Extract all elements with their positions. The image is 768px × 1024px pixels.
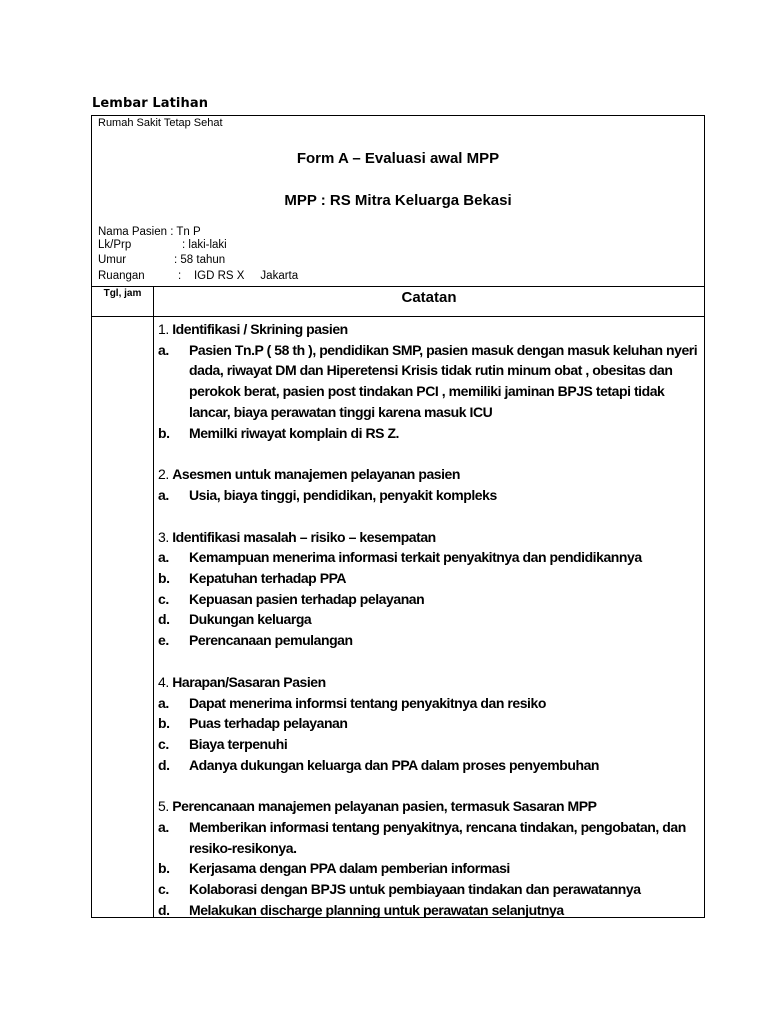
patient-age-value: : 58 tahun: [174, 254, 226, 266]
section-gap: [158, 506, 698, 527]
list-item-marker: a.: [158, 694, 169, 711]
notes-column-header: Catatan: [401, 289, 457, 306]
hospital-name: Rumah Sakit Tetap Sehat: [98, 117, 223, 129]
section-number: 4.: [158, 673, 173, 690]
section-title: Identifikasi / Skrining pasien: [172, 321, 348, 337]
list-item-marker: d.: [158, 611, 170, 628]
list-item-text: Memberikan informasi tentang penyakitnya, rencana tindakan, pengobatan, dan resiko-resikonya.: [189, 819, 686, 856]
section-number: 3.: [158, 528, 173, 545]
section-gap: [158, 651, 698, 672]
list-item-marker: c.: [158, 881, 169, 898]
patient-sex-row: [98, 239, 227, 252]
patient-age-row: [98, 254, 225, 267]
list-item-marker: c.: [158, 590, 169, 607]
list-item-marker: a.: [158, 549, 169, 566]
list-item-text: Pasien Tn.P ( 58 th ), pendidikan SMP, pasien masuk dengan masuk keluhan nyeri dada, riwayat DM dan Hiperetensi Krisis tidak rutin minum obat , obesitas dan perokok berat, pasien post tindakan PCI , memiliki jaminan BPJS tetapi tidak lancar, biaya perawatan tinggi karena masuk ICU: [189, 341, 698, 420]
list-item-marker: b.: [158, 860, 170, 877]
list-item-marker: d.: [158, 756, 170, 773]
section-title: Identifikasi masalah – risiko – kesempatan: [172, 528, 436, 545]
list-item-text: Biaya terpenuhi: [189, 735, 288, 752]
list-item-marker: b.: [158, 715, 170, 732]
column-divider: [153, 287, 154, 917]
list-item-text: Kepuasan pasien terhadap pelayanan: [189, 590, 425, 607]
evaluation-form: [91, 115, 705, 918]
list-item-marker: a.: [158, 819, 169, 836]
list-item: [158, 568, 698, 589]
section-heading: [158, 672, 698, 693]
list-item-text: Melakukan discharge planning untuk perawatan selanjutnya: [189, 901, 564, 918]
list-item: [158, 858, 698, 879]
patient-age-label: Umur: [98, 254, 127, 266]
list-item-marker: a.: [158, 341, 169, 358]
patient-sex-value: : laki-laki: [182, 239, 227, 251]
patient-sex-label: Lk/Prp: [98, 239, 132, 251]
patient-room-label: Ruangan: [98, 270, 145, 282]
form-header: [92, 116, 704, 287]
list-item-text: Kemampuan menerima informasi terkait penyakitnya dan pendidikannya: [189, 549, 642, 566]
form-subtitle: MPP : RS Mitra Keluarga Bekasi: [284, 192, 512, 209]
section-title: Asesmen untuk manajemen pelayanan pasien: [172, 466, 460, 483]
section-heading: [158, 796, 698, 817]
section-heading: [158, 319, 698, 340]
list-item: [158, 630, 698, 651]
section-title: Perencanaan manajemen pelayanan pasien, termasuk Sasaran MPP: [172, 798, 597, 815]
list-item: [158, 879, 698, 900]
list-item-text: Memilki riwayat komplain di RS Z.: [189, 424, 399, 441]
list-item: [158, 340, 698, 423]
list-item: [158, 485, 698, 506]
list-item-text: Dukungan keluarga: [189, 611, 312, 628]
list-item-text: Dapat menerima informsi tentang penyakitnya dan resiko: [189, 694, 546, 711]
section-number: 5.: [158, 798, 173, 815]
section-gap: [158, 443, 698, 464]
notes-body: [158, 319, 698, 921]
list-item-text: Usia, biaya tinggi, pendidikan, penyakit kompleks: [189, 486, 497, 503]
list-item-marker: a.: [158, 486, 169, 503]
patient-room-value: : IGD RS X Jakarta: [178, 270, 299, 282]
page-title: Lembar Latihan: [92, 96, 209, 111]
list-item-text: Kerjasama dengan PPA dalam pemberian informasi: [189, 860, 510, 877]
section-heading: [158, 464, 698, 485]
list-item-marker: d.: [158, 901, 170, 918]
section-heading: [158, 527, 698, 548]
list-item-marker: b.: [158, 570, 170, 587]
header-divider: [92, 286, 704, 287]
patient-room-row: [98, 270, 298, 283]
list-item-marker: c.: [158, 735, 169, 752]
date-column-header: Tgl, jam: [103, 288, 142, 299]
list-item: [158, 423, 698, 444]
list-item-text: Perencanaan pemulangan: [189, 632, 353, 649]
list-item: [158, 713, 698, 734]
form-title: Form A – Evaluasi awal MPP: [296, 150, 500, 167]
list-item-marker: b.: [158, 424, 170, 441]
column-header-divider: [92, 316, 704, 317]
list-item-marker: e.: [158, 632, 169, 649]
list-item: [158, 900, 698, 921]
list-item: [158, 589, 698, 610]
list-item: [158, 547, 698, 568]
list-item: [158, 734, 698, 755]
section-gap: [158, 775, 698, 796]
list-item-text: Puas terhadap pelayanan: [189, 715, 348, 732]
list-item: [158, 755, 698, 776]
section-number: 1.: [158, 321, 173, 337]
list-item: [158, 693, 698, 714]
list-item: [158, 609, 698, 630]
section-number: 2.: [158, 466, 173, 483]
section-title: Harapan/Sasaran Pasien: [172, 673, 326, 690]
list-item-text: Kepatuhan terhadap PPA: [189, 570, 347, 587]
patient-name: Nama Pasien : Tn P: [98, 226, 201, 238]
list-item: [158, 817, 698, 858]
list-item-text: Kolaborasi dengan BPJS untuk pembiayaan tindakan dan perawatannya: [189, 881, 641, 898]
list-item-text: Adanya dukungan keluarga dan PPA dalam proses penyembuhan: [189, 756, 600, 773]
